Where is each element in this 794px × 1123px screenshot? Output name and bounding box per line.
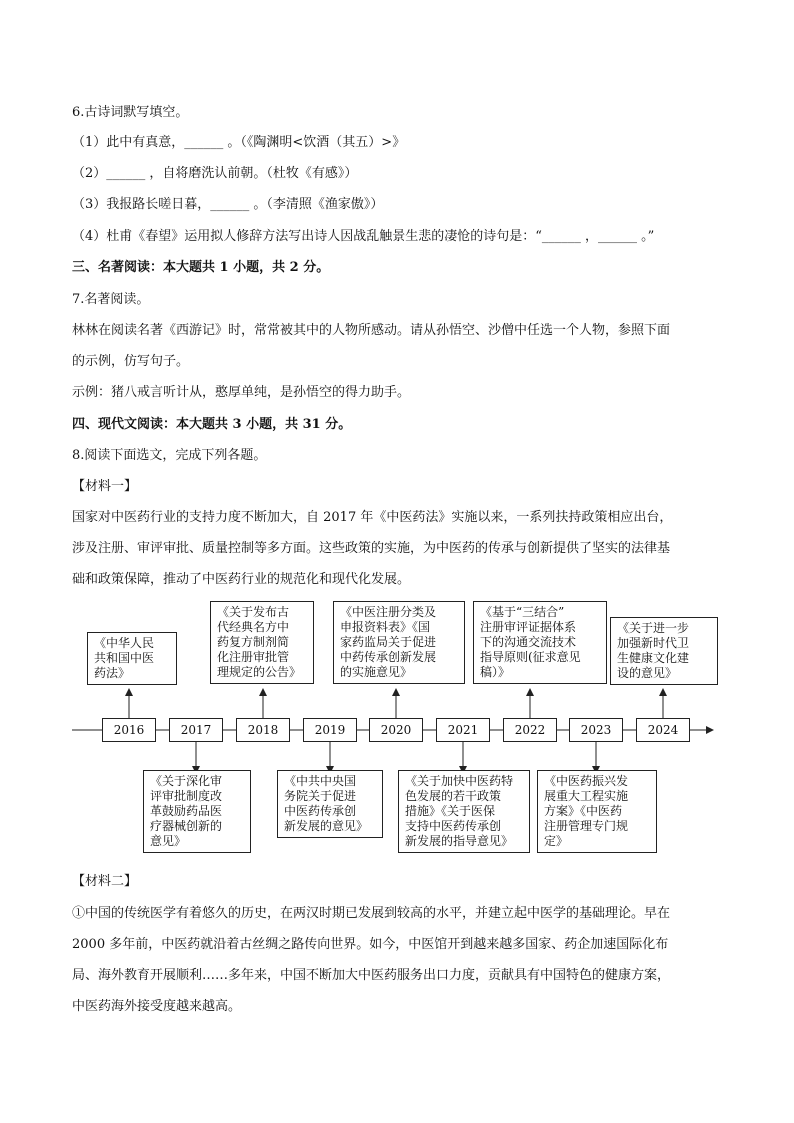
q7-prompt-line-2: 的示例，仿写句子。 bbox=[72, 354, 190, 369]
q6-item-1: （1）此中有真意，______ 。（《陶渊明<饮酒（其五）>》 bbox=[72, 135, 406, 150]
section-4-heading: 四、现代文阅读：本大题共 3 小题，共 31 分。 bbox=[72, 417, 352, 432]
q7-example: 示例：猪八戒言听计从，憨厚单纯，是孙悟空的得力助手。 bbox=[72, 385, 411, 400]
timeline-arrowhead bbox=[706, 726, 714, 734]
policy-box-2018: 《关于发布古 代经典名方中 药复方制剂简 化注册审批管 理规定的公告》 bbox=[210, 601, 314, 684]
q7-title: 7.名著阅读。 bbox=[72, 292, 150, 307]
policy-box-2023: 《中医药振兴发 展重大工程实施 方案》《中医药 注册管理专门规 定》 bbox=[537, 770, 657, 853]
year-2016: 2016 bbox=[102, 718, 156, 742]
material-2-line-3: 局、海外教育开展顺利……多年来，中国不断加大中医药服务出口力度，贡献具有中国特色的健康方案， bbox=[72, 968, 671, 983]
material-1-line-3: 础和政策保障，推动了中医药行业的规范化和现代化发展。 bbox=[72, 572, 411, 587]
q6-title: 6.古诗词默写填空。 bbox=[72, 105, 189, 120]
policy-box-2024: 《关于进一步 加强新时代卫 生健康文化建 设的意见》 bbox=[610, 617, 718, 685]
q8-title: 8.阅读下面选文，完成下列各题。 bbox=[72, 448, 267, 463]
q7-prompt-line-1: 林林在阅读名著《西游记》时，常常被其中的人物所感动。请从孙悟空、沙僧中任选一个人物，参照下面 bbox=[72, 323, 671, 338]
year-2024: 2024 bbox=[636, 718, 690, 742]
material-1-line-2: 涉及注册、审评审批、质量控制等多方面。这些政策的实施，为中医药的传承与创新提供了坚实的法律基 bbox=[72, 541, 671, 556]
material-2-line-2: 2000 多年前，中医药就沿着古丝绸之路传向世界。如今，中医馆开到越来越多国家、药企加速国际化布 bbox=[72, 937, 669, 952]
year-2020: 2020 bbox=[369, 718, 423, 742]
q6-item-3: （3）我报路长嗟日暮，______ 。（李清照《渔家傲》） bbox=[72, 197, 384, 212]
material-1-label: 【材料一】 bbox=[72, 479, 138, 494]
year-2023: 2023 bbox=[569, 718, 623, 742]
q6-item-4: （4）杜甫《春望》运用拟人修辞方法写出诗人因战乱触景生悲的凄怆的诗句是：“______ ，______ 。” bbox=[72, 229, 655, 244]
policy-box-2020: 《中医注册分类及 申报资料表》《国 家药监局关于促进 中药传承创新发展 的实施意见》 bbox=[333, 601, 465, 684]
material-1-line-1: 国家对中医药行业的支持力度不断加大，自 2017 年《中医药法》实施以来，一系列扶持政策相应出台， bbox=[72, 510, 673, 525]
material-2-line-1: ①中国的传统医学有着悠久的历史，在两汉时期已发展到较高的水平，并建立起中医学的基础理论。早在 bbox=[72, 906, 671, 921]
policy-box-2022: 《基于“三结合” 注册审评证据体系 下的沟通交流技术 指导原则(征求意见 稿）》 bbox=[473, 601, 607, 684]
policy-box-2019: 《中共中央国 务院关于促进 中医药传承创 新发展的意见》 bbox=[277, 770, 383, 838]
policy-box-2017: 《关于深化审 评审批制度改 革鼓励药品医 疗器械创新的 意见》 bbox=[143, 770, 251, 853]
year-2021: 2021 bbox=[436, 718, 490, 742]
material-2-label: 【材料二】 bbox=[72, 874, 138, 889]
year-2022: 2022 bbox=[503, 718, 557, 742]
q6-item-2: （2）______ ，自将磨洗认前朝。（杜牧《有感》） bbox=[72, 166, 358, 181]
policy-box-2016: 《中华人民 共和国中医 药法》 bbox=[87, 632, 177, 685]
year-2019: 2019 bbox=[303, 718, 357, 742]
policy-box-2021: 《关于加快中医药特 色发展的若干政策 措施》《关于医保 支持中医药传承创 新发展的指导意见》 bbox=[398, 770, 530, 853]
year-2018: 2018 bbox=[236, 718, 290, 742]
year-2017: 2017 bbox=[169, 718, 223, 742]
section-3-heading: 三、名著阅读：本大题共 1 小题，共 2 分。 bbox=[72, 260, 330, 275]
material-2-line-4: 中医药海外接受度越来越高。 bbox=[72, 999, 242, 1014]
